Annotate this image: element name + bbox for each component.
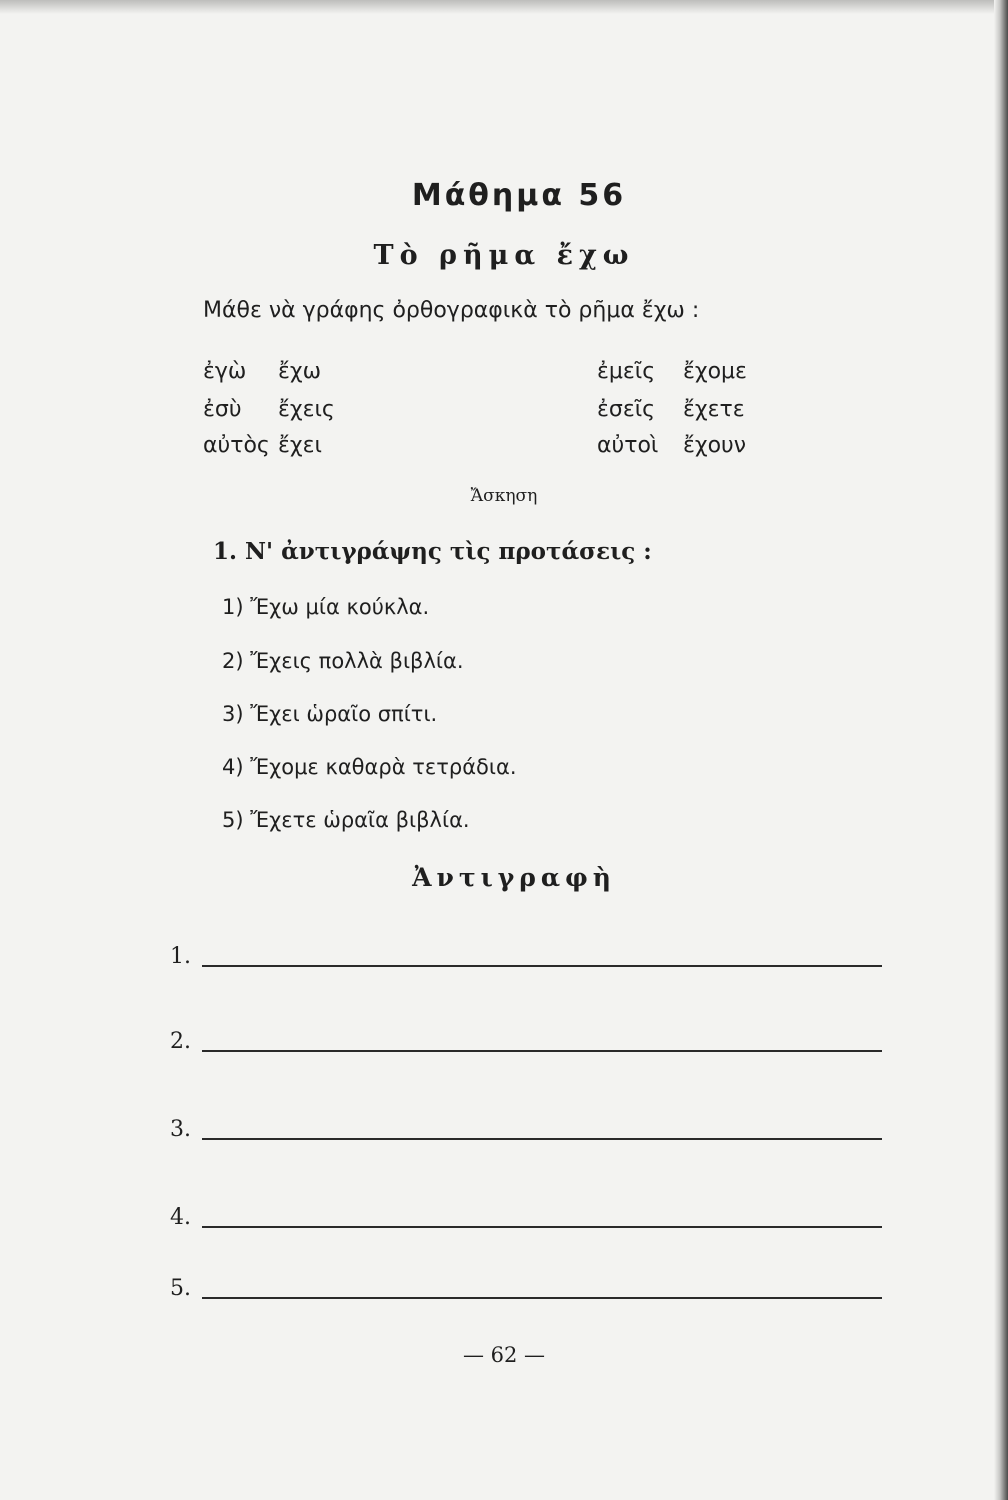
verb-form: ἔχετε bbox=[683, 397, 745, 422]
pronoun: ἐγὼ bbox=[203, 359, 247, 384]
scan-edge-top bbox=[0, 0, 1008, 14]
conjugation-singular-2 bbox=[203, 397, 335, 422]
conjugation-singular-1 bbox=[203, 359, 321, 384]
pronoun: αὐτοὶ bbox=[597, 433, 659, 458]
writing-line[interactable] bbox=[202, 965, 882, 967]
writing-line[interactable] bbox=[202, 1226, 882, 1228]
conjugation-plural-2 bbox=[597, 397, 745, 422]
lesson-title: Μάθημα 56 bbox=[411, 178, 627, 213]
pronoun: ἐμεῖς bbox=[597, 359, 656, 384]
exercise-sentence-1: 1) Ἔχω μία κούκλα. bbox=[222, 595, 430, 619]
page-number: — 62 — bbox=[462, 1343, 546, 1367]
line-number: 3. bbox=[170, 1117, 191, 1142]
pronoun: αὐτὸς bbox=[203, 433, 270, 458]
exercise-title: 1. Ν' ἀντιγράψης τὶς προτάσεις : bbox=[213, 538, 652, 565]
exercise-sentence-2: 2) Ἔχεις πολλὰ βιβλία. bbox=[222, 649, 464, 673]
verb-title: Τὸ ρῆμα ἔχω bbox=[373, 240, 635, 271]
copy-section-title: Ἀντιγραφὴ bbox=[412, 863, 616, 892]
copy-line-2[interactable] bbox=[170, 1022, 882, 1052]
copy-line-5[interactable] bbox=[170, 1269, 882, 1299]
exercise-sentence-5: 5) Ἔχετε ὡραῖα βιβλία. bbox=[222, 808, 470, 832]
instruction-text: Μάθε νὰ γράφης ὀρθογραφικὰ τὸ ρῆμα ἔχω : bbox=[203, 298, 700, 323]
scan-edge-right bbox=[994, 0, 1008, 1500]
pronoun: ἐσὺ bbox=[203, 397, 242, 422]
copy-line-1[interactable] bbox=[170, 937, 882, 967]
copy-line-4[interactable] bbox=[170, 1198, 882, 1228]
exercise-sentence-3: 3) Ἔχει ὡραῖο σπίτι. bbox=[222, 702, 438, 726]
line-number: 2. bbox=[170, 1029, 191, 1054]
verb-form: ἔχω bbox=[278, 359, 322, 384]
conjugation-plural-3 bbox=[597, 433, 746, 458]
verb-form: ἔχομε bbox=[683, 359, 747, 384]
pronoun: ἐσεῖς bbox=[597, 397, 656, 422]
line-number: 5. bbox=[170, 1276, 191, 1301]
verb-form: ἔχεις bbox=[278, 397, 335, 422]
copy-line-3[interactable] bbox=[170, 1110, 882, 1140]
line-number: 1. bbox=[170, 944, 191, 969]
verb-form: ἔχουν bbox=[683, 433, 747, 458]
line-number: 4. bbox=[170, 1205, 191, 1230]
writing-line[interactable] bbox=[202, 1138, 882, 1140]
conjugation-plural-1 bbox=[597, 359, 747, 384]
verb-form: ἔχει bbox=[278, 433, 322, 458]
exercise-sentence-4: 4) Ἔχομε καθαρὰ τετράδια. bbox=[222, 755, 517, 779]
conjugation-singular-3 bbox=[203, 433, 322, 458]
writing-line[interactable] bbox=[202, 1050, 882, 1052]
writing-line[interactable] bbox=[202, 1297, 882, 1299]
section-label: Ἄσκηση bbox=[470, 486, 538, 506]
